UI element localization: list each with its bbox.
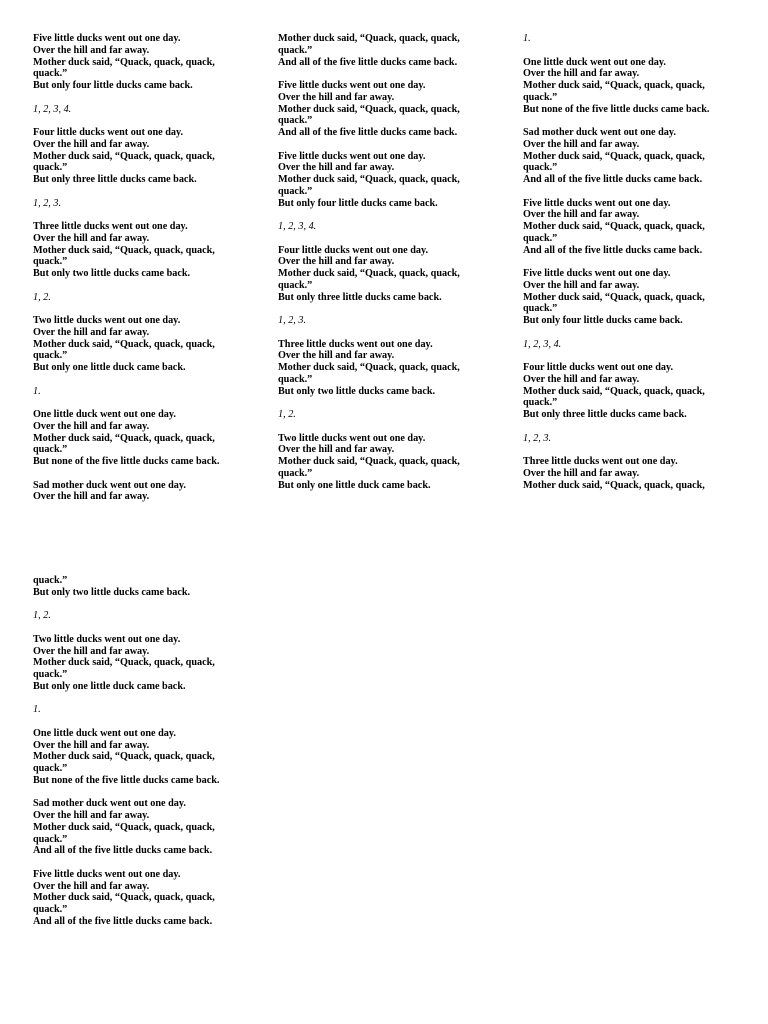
text-line: Five little ducks went out one day. bbox=[523, 197, 671, 209]
verse-stanza bbox=[523, 268, 738, 327]
text-line: Over the hill and far away. bbox=[523, 209, 640, 221]
verse-stanza bbox=[523, 456, 738, 491]
verse-stanza bbox=[523, 362, 738, 421]
count-line bbox=[523, 433, 738, 445]
text-line: But only two little ducks came back. bbox=[278, 385, 436, 397]
text-column-4 bbox=[33, 575, 248, 939]
text-line: Over the hill and far away. bbox=[523, 68, 640, 80]
text-line: But only four little ducks came back. bbox=[33, 80, 193, 91]
text-line: Over the hill and far away. bbox=[278, 350, 395, 362]
text-column-3 bbox=[523, 33, 738, 503]
count-line bbox=[523, 33, 738, 45]
text-line: quack.” bbox=[278, 373, 313, 385]
text-line: Over the hill and far away. bbox=[33, 138, 150, 150]
text-line: Mother duck said, “Quack, quack, quack, bbox=[278, 456, 460, 467]
text-line: Mother duck said, “Quack, quack, quack, bbox=[523, 385, 705, 397]
text-line: 1, 2. bbox=[33, 291, 51, 303]
text-line: Mother duck said, “Quack, quack, quack, bbox=[523, 291, 705, 303]
text-line: Three little ducks went out one day. bbox=[33, 221, 188, 232]
verse-stanza bbox=[33, 869, 248, 928]
text-column-2 bbox=[278, 33, 493, 503]
text-line: But only four little ducks came back. bbox=[278, 197, 438, 209]
text-line: Over the hill and far away. bbox=[523, 467, 640, 479]
text-line: Five little ducks went out one day. bbox=[523, 268, 671, 279]
text-line: But none of the five little ducks came back. bbox=[33, 456, 220, 467]
text-line: quack.” bbox=[523, 303, 558, 315]
text-line: Mother duck said, “Quack, quack, quack, bbox=[278, 33, 460, 44]
verse-stanza bbox=[278, 433, 493, 492]
verse-stanza bbox=[33, 480, 248, 504]
text-line: Mother duck said, “Quack, quack, quack, bbox=[523, 150, 705, 162]
text-line: Five little ducks went out one day. bbox=[33, 33, 181, 44]
count-line bbox=[523, 339, 738, 351]
text-line: Five little ducks went out one day. bbox=[278, 150, 426, 162]
text-line: Mother duck said, “Quack, quack, quack, bbox=[33, 56, 215, 68]
text-line: Mother duck said, “Quack, quack, quack, bbox=[278, 362, 460, 373]
text-line: Over the hill and far away. bbox=[278, 444, 395, 456]
text-line: quack.” bbox=[33, 575, 68, 586]
text-line: Over the hill and far away. bbox=[278, 256, 395, 268]
text-line: quack.” bbox=[523, 91, 558, 103]
text-line: Three little ducks went out one day. bbox=[523, 456, 678, 467]
verse-stanza bbox=[33, 221, 248, 280]
text-line: quack.” bbox=[278, 115, 313, 127]
text-line: But only three little ducks came back. bbox=[278, 291, 442, 303]
text-line: Sad mother duck went out one day. bbox=[33, 479, 186, 491]
verse-stanza bbox=[33, 634, 248, 693]
text-line: quack.” bbox=[278, 185, 313, 197]
text-line: quack.” bbox=[523, 397, 558, 409]
text-line: But only two little ducks came back. bbox=[33, 268, 191, 279]
verse-stanza bbox=[278, 151, 493, 210]
text-line: quack.” bbox=[523, 162, 558, 174]
verse-stanza bbox=[278, 339, 493, 398]
count-line bbox=[278, 221, 493, 233]
text-line: Mother duck said, “Quack, quack, quack, bbox=[33, 657, 215, 669]
text-line: quack.” bbox=[33, 669, 68, 680]
text-line: quack.” bbox=[523, 232, 558, 244]
text-line: Mother duck said, “Quack, quack, quack, bbox=[523, 80, 705, 91]
text-line: quack.” bbox=[33, 256, 68, 268]
verse-stanza bbox=[33, 127, 248, 186]
verse-stanza bbox=[523, 198, 738, 257]
text-line: quack.” bbox=[278, 279, 313, 291]
verse-stanza bbox=[278, 245, 493, 304]
text-line: Over the hill and far away. bbox=[33, 420, 150, 432]
text-line: Two little ducks went out one day. bbox=[278, 432, 426, 444]
text-line: quack.” bbox=[33, 350, 68, 362]
text-line: 1, 2, 3. bbox=[33, 197, 62, 209]
verse-stanza bbox=[33, 409, 248, 468]
text-line: One little duck went out one day. bbox=[523, 56, 666, 68]
text-line: Mother duck said, “Quack, quack, quack, bbox=[33, 821, 215, 833]
verse-stanza bbox=[33, 315, 248, 374]
text-line: But only one little duck came back. bbox=[278, 479, 431, 491]
text-line: Sad mother duck went out one day. bbox=[523, 127, 676, 138]
text-line: But only three little ducks came back. bbox=[33, 174, 197, 185]
text-line: 1. bbox=[33, 704, 41, 716]
verse-stanza bbox=[523, 127, 738, 186]
text-line: And all of the five little ducks came back. bbox=[33, 915, 213, 927]
text-line: But only three little ducks came back. bbox=[523, 409, 687, 420]
text-line: 1, 2. bbox=[278, 409, 296, 420]
text-line: Mother duck said, “Quack, quack, quack, bbox=[278, 268, 460, 279]
text-line: Over the hill and far away. bbox=[33, 326, 150, 338]
verse-stanza bbox=[278, 80, 493, 139]
text-line: Two little ducks went out one day. bbox=[33, 315, 181, 326]
text-line: quack.” bbox=[33, 833, 68, 845]
text-line: quack.” bbox=[33, 68, 68, 80]
count-line bbox=[33, 386, 248, 398]
text-line: Over the hill and far away. bbox=[33, 491, 150, 503]
text-line: Over the hill and far away. bbox=[523, 279, 640, 291]
text-line: Mother duck said, “Quack, quack, quack, bbox=[278, 174, 460, 185]
verse-stanza bbox=[33, 33, 248, 92]
text-line: 1, 2, 3, 4. bbox=[33, 103, 72, 115]
text-line: 1. bbox=[523, 33, 531, 44]
text-line: And all of the five little ducks came back. bbox=[278, 56, 458, 68]
text-line: Two little ducks went out one day. bbox=[33, 633, 181, 645]
text-line: quack.” bbox=[278, 44, 313, 56]
text-line: quack.” bbox=[33, 904, 68, 915]
verse-stanza bbox=[523, 57, 738, 116]
text-line: 1, 2, 3, 4. bbox=[278, 221, 317, 232]
text-line: Over the hill and far away. bbox=[33, 44, 150, 56]
verse-stanza bbox=[33, 798, 248, 857]
text-line: Mother duck said, “Quack, quack, quack, bbox=[33, 150, 215, 162]
text-line: And all of the five little ducks came back. bbox=[523, 244, 703, 256]
text-line: Mother duck said, “Quack, quack, quack, bbox=[33, 338, 215, 350]
text-line: 1, 2, 3. bbox=[523, 432, 552, 444]
count-line bbox=[33, 292, 248, 304]
text-line: But only two little ducks came back. bbox=[33, 586, 191, 598]
text-line: But only one little duck came back. bbox=[33, 362, 186, 373]
text-line: Four little ducks went out one day. bbox=[33, 127, 184, 138]
text-line: Five little ducks went out one day. bbox=[278, 80, 426, 91]
verse-stanza bbox=[33, 728, 248, 787]
text-line: 1. bbox=[33, 385, 41, 397]
count-line bbox=[278, 315, 493, 327]
text-line: quack.” bbox=[33, 162, 68, 174]
count-line bbox=[33, 610, 248, 622]
text-line: Mother duck said, “Quack, quack, quack, bbox=[33, 244, 215, 256]
text-line: Sad mother duck went out one day. bbox=[33, 798, 186, 810]
text-line: Mother duck said, “Quack, quack, quack, bbox=[33, 892, 215, 904]
text-line: quack.” bbox=[33, 763, 68, 774]
text-line: quack.” bbox=[278, 467, 313, 479]
text-line: Over the hill and far away. bbox=[33, 645, 150, 657]
text-line: And all of the five little ducks came back. bbox=[33, 845, 213, 857]
count-line bbox=[33, 198, 248, 210]
text-line: Over the hill and far away. bbox=[33, 739, 150, 751]
text-line: But only four little ducks came back. bbox=[523, 315, 683, 326]
text-line: Mother duck said, “Quack, quack, quack, bbox=[523, 221, 705, 232]
text-line: Four little ducks went out one day. bbox=[523, 362, 674, 373]
text-line: But none of the five little ducks came back. bbox=[523, 103, 710, 115]
text-line: 1, 2, 3, 4. bbox=[523, 338, 562, 350]
text-line: Over the hill and far away. bbox=[278, 162, 395, 174]
text-line: quack.” bbox=[33, 444, 68, 456]
count-line bbox=[33, 104, 248, 116]
count-line bbox=[278, 409, 493, 421]
text-line: Mother duck said, “Quack, quack, quack, bbox=[33, 432, 215, 444]
text-line: One little duck went out one day. bbox=[33, 727, 176, 739]
text-line: Mother duck said, “Quack, quack, quack, bbox=[523, 479, 705, 491]
text-line: Over the hill and far away. bbox=[523, 373, 640, 385]
text-line: But none of the five little ducks came back. bbox=[33, 774, 220, 786]
text-line: Over the hill and far away. bbox=[33, 810, 150, 821]
count-line bbox=[33, 704, 248, 716]
text-column-1 bbox=[33, 33, 248, 515]
text-line: Mother duck said, “Quack, quack, quack, bbox=[278, 103, 460, 115]
text-line: 1, 2, 3. bbox=[278, 315, 307, 326]
text-line: And all of the five little ducks came back. bbox=[523, 174, 703, 185]
verse-stanza bbox=[278, 33, 493, 68]
text-line: But only one little duck came back. bbox=[33, 680, 186, 692]
text-line: One little duck went out one day. bbox=[33, 409, 176, 420]
text-line: Mother duck said, “Quack, quack, quack, bbox=[33, 751, 215, 763]
text-line: And all of the five little ducks came back. bbox=[278, 127, 458, 138]
text-line: Over the hill and far away. bbox=[278, 91, 395, 103]
text-line: Three little ducks went out one day. bbox=[278, 338, 433, 350]
verse-stanza bbox=[33, 575, 248, 599]
text-line: Over the hill and far away. bbox=[33, 232, 150, 244]
text-line: 1, 2. bbox=[33, 610, 51, 622]
text-line: Five little ducks went out one day. bbox=[33, 868, 181, 880]
text-line: Four little ducks went out one day. bbox=[278, 244, 429, 256]
text-line: Over the hill and far away. bbox=[33, 880, 150, 892]
text-line: Over the hill and far away. bbox=[523, 138, 640, 150]
